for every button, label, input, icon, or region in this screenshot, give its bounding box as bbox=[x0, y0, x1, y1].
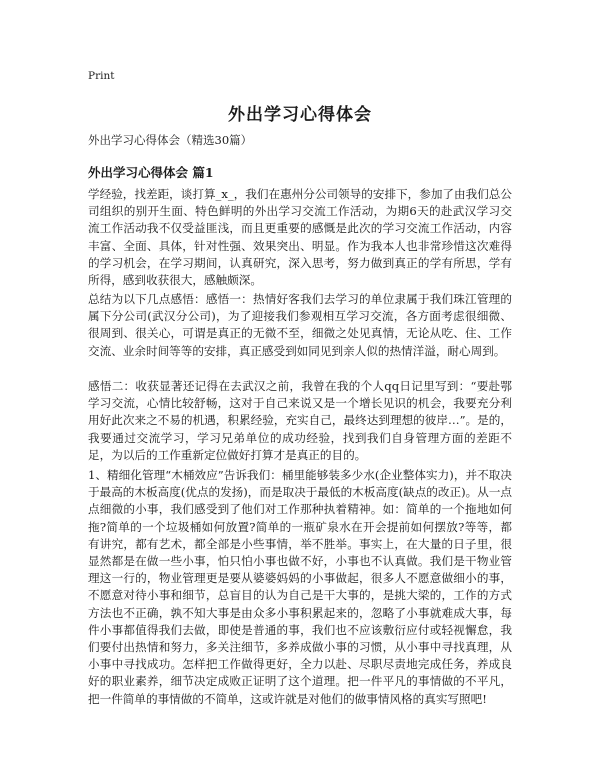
paragraph-3: 感悟二：收获显著还记得在去武汉之前，我曾在我的个人qq日记里写到：“要赴鄂学习交流，心情比较舒畅，这对于自己来说又是一个增长见识的机会，我要充分利用好此次来之不易的机遇，积累经验，充实自己，最终达到理想的彼岸…”。是的，我要通过交流学习，学习兄弟单位的成功经验，找到我们自身管理方面的差距不足，为以后的工作重新定位做好打算才是真正的目的。 bbox=[88, 379, 512, 462]
document-title: 外出学习心得体会 bbox=[228, 105, 372, 125]
document-subtitle: 外出学习心得体会（精选30篇） bbox=[88, 133, 253, 147]
paragraph-4: 1、精细化管理“木桶效应”告诉我们：桶里能够装多少水(企业整体实力)，并不取决于最高的木板高度(优点的发扬)，而是取决于最低的木板高度(缺点的改正)。从一点点细微的小事，我们感受到了他们对工作那种执着精神。如：简单的一个拖地如何拖?简单的一个垃圾桶如何放置?简单的一瓶矿泉水在开会提前如何摆放?等等，都有讲究，都有艺术，都全部是小些事情，举不胜举。事实上，在大量的日子里，很显然都是在做一些小事，怕只怕小事也做不好，小事也不认真做。我们是干物业管理这一行的，物业管理更是要从婆婆妈妈的小事做起，很多人不愿意做细小的事，不愿意对待小事和细节，总盲目的认为自己是干大事的，是挑大梁的，工作的方式方法也不正确，孰不知大事是由众多小事积累起来的，忽略了小事就难成大事，每件小事都值得我们去做，即使是普通的事，我们也不应该敷衍应付或轻视懈怠，我们要付出热情和努力，多关注细节，多养成做小事的习惯，从小事中寻找真理，从小事中寻找成功。怎样把工作做得更好，全力以赴、尽职尽责地完成任务，养成良好的职业素养，细节决定成败正证明了这个道理。把一件平凡的事情做的不平凡，把一件简单的事情做的不简单，这或许就是对他们的做事情风格的真实写照吧! bbox=[88, 468, 512, 706]
section-heading: 外出学习心得体会 篇1 bbox=[88, 165, 214, 180]
print-label[interactable]: Print bbox=[88, 70, 115, 82]
paragraph-1: 学经验，找差距，谈打算_x_，我们在惠州分公司领导的安排下，参加了由我们总公司组织的别开生面、特色鲜明的外出学习交流工作活动，为期6天的赴武汉学习交流工作活动我不仅受益匪浅，而且更重要的感慨是此次的学习交流工作活动，内容丰富、全面、具体，针对性强、效果突出、明显。作为我本人也非常珍惜这次难得的学习机会，在学习期间，认真研究，深入思考，努力做到真正的学有所思，学有所得，感到收获很大，感触颇深。 bbox=[88, 187, 512, 288]
paragraph-2: 总结为以下几点感悟：感悟一：热情好客我们去学习的单位隶属于我们珠江管理的属下分公司(武汉分公司)，为了迎接我们参观相互学习交流，各方面考虑很细微、很周到、很关心，可谓是真正的无微不至，细微之处见真情，无论从吃、住、工作交流、业余时间等等的安排，真正感受到如同见到亲人似的热情洋溢，耐心周到。 bbox=[88, 292, 512, 358]
